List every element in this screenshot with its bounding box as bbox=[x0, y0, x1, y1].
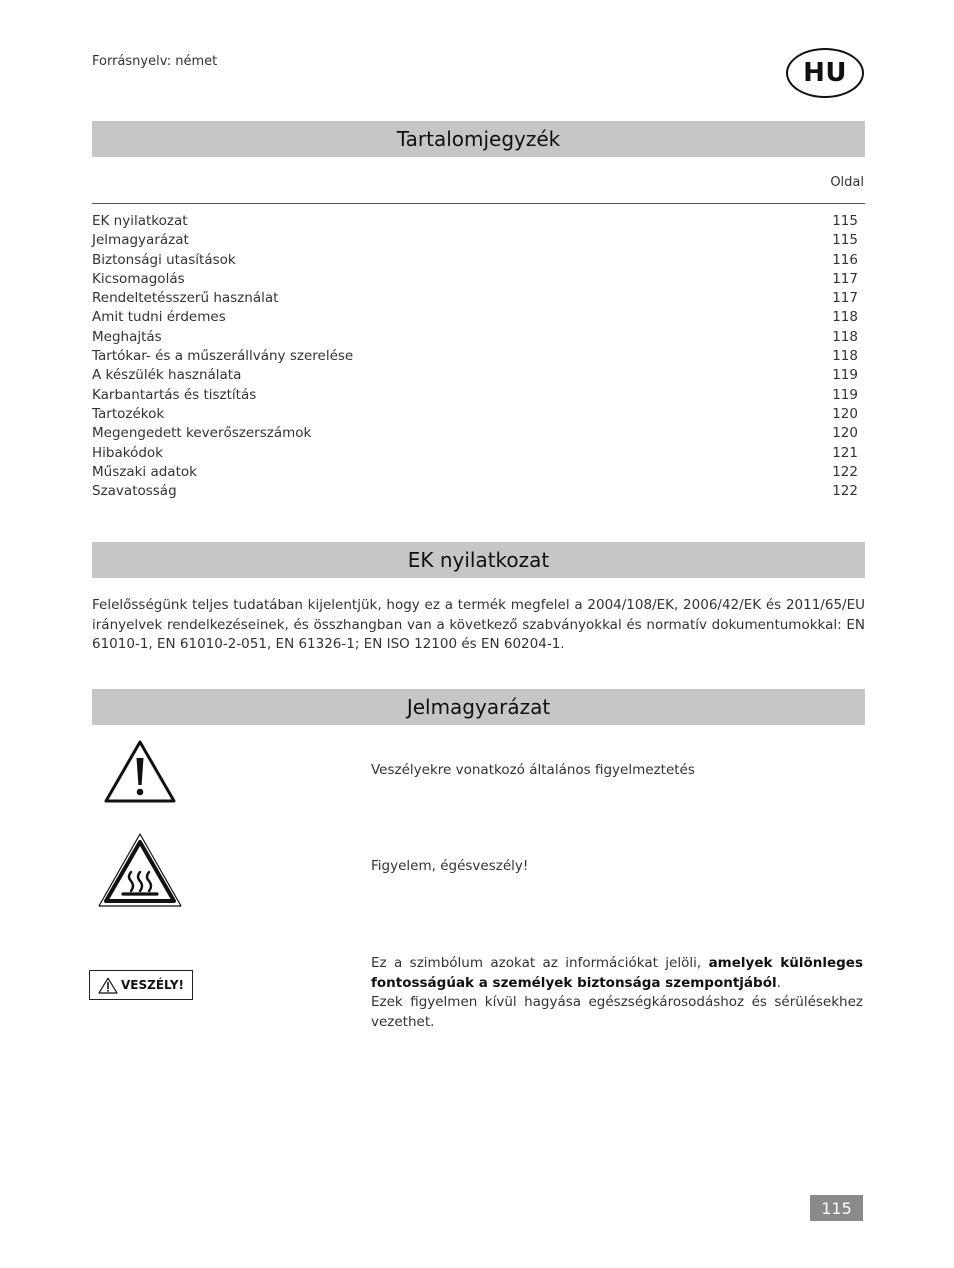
toc-entry-page: 122 bbox=[832, 483, 858, 500]
danger-description bbox=[371, 954, 863, 1032]
toc-entry-label: Szavatosság bbox=[92, 483, 177, 500]
hot-surface-icon bbox=[97, 832, 183, 908]
toc-entry-page: 118 bbox=[832, 348, 858, 365]
toc-entry-page: 115 bbox=[832, 232, 858, 249]
toc-entry-page: 121 bbox=[832, 444, 858, 461]
toc-entry-label: Amit tudni érdemes bbox=[92, 309, 226, 326]
toc-entry[interactable] bbox=[92, 444, 858, 463]
toc-entry[interactable] bbox=[92, 386, 858, 405]
toc-entry-page: 119 bbox=[832, 386, 858, 403]
danger-label bbox=[89, 970, 193, 1000]
toc-entry-page: 118 bbox=[832, 309, 858, 326]
toc-entry-label: Jelmagyarázat bbox=[92, 232, 189, 249]
toc-entry[interactable] bbox=[92, 482, 858, 501]
language-badge: HU bbox=[786, 48, 864, 98]
warning-triangle-icon bbox=[103, 738, 177, 804]
toc-entry[interactable] bbox=[92, 424, 858, 443]
ek-declaration-text: Felelősségünk teljes tudatában kijelentjük, hogy ez a termék megfelel a 2004/108/EK, 2006/42/EK és 2011/65/EU irányelvek rendelkezéseinek, és összhangban van a következő szabványokkal és normatív dokumentumokkal: EN 61010-1, EN 61010-2-051, EN 61326-1; EN ISO 12100 és EN 60204-1. bbox=[92, 597, 865, 652]
toc-entry-label: Meghajtás bbox=[92, 328, 162, 345]
toc-entry[interactable] bbox=[92, 270, 858, 289]
toc-entry[interactable] bbox=[92, 347, 858, 366]
source-language: Forrásnyelv: német bbox=[92, 54, 218, 69]
toc-entry[interactable] bbox=[92, 231, 858, 250]
toc-entry-page: 120 bbox=[832, 405, 858, 422]
toc-entry[interactable] bbox=[92, 328, 858, 347]
toc-entry-label: Rendeltetésszerű használat bbox=[92, 290, 279, 307]
danger-text-end: . bbox=[776, 974, 781, 991]
small-warning-icon bbox=[98, 977, 118, 994]
toc-entry-label: A készülék használata bbox=[92, 367, 242, 384]
toc-entry[interactable] bbox=[92, 289, 858, 308]
toc-entry-label: Megengedett keverőszerszámok bbox=[92, 425, 312, 442]
toc-entry-label: Biztonsági utasítások bbox=[92, 251, 236, 268]
toc-entry[interactable] bbox=[92, 212, 858, 231]
toc-section-header: Tartalomjegyzék bbox=[92, 121, 865, 157]
toc-entry-label: Tartókar- és a műszerállvány szerelése bbox=[92, 348, 354, 365]
ek-section-header: EK nyilatkozat bbox=[92, 542, 865, 578]
toc-entry[interactable] bbox=[92, 251, 858, 270]
toc-entry-page: 116 bbox=[832, 251, 858, 268]
toc-entry-page: 115 bbox=[832, 213, 858, 229]
toc-entry[interactable] bbox=[92, 463, 858, 482]
toc-entry-page: 118 bbox=[832, 328, 858, 345]
toc-entry-label: Karbantartás és tisztítás bbox=[92, 386, 257, 403]
toc-entry[interactable] bbox=[92, 405, 858, 424]
danger-text-bold: amelyek különleges fontosságúak a személyek biztonsága szempontjából bbox=[371, 955, 863, 991]
page-number: 115 bbox=[810, 1195, 863, 1221]
general-warning-text: Veszélyekre vonatkozó általános figyelmeztetés bbox=[371, 762, 695, 778]
toc-entry-label: Műszaki adatok bbox=[92, 463, 197, 480]
toc-entry-page: 117 bbox=[832, 290, 858, 307]
toc-entry-page: 122 bbox=[832, 463, 858, 480]
toc-entry-page: 117 bbox=[832, 270, 858, 287]
danger-label-text: VESZÉLY! bbox=[121, 978, 184, 992]
toc-page-column-label: Oldal bbox=[830, 175, 864, 190]
danger-text-second: Ezek figyelmen kívül hagyása egészségkárosodáshoz és sérülésekhez vezethet. bbox=[371, 994, 863, 1030]
symbols-section-header: Jelmagyarázat bbox=[92, 689, 865, 725]
toc-entry[interactable] bbox=[92, 366, 858, 385]
toc-entry-label: Hibakódok bbox=[92, 444, 163, 461]
toc-entry[interactable] bbox=[92, 308, 858, 327]
toc-entry-label: EK nyilatkozat bbox=[92, 213, 188, 229]
toc-entry-label: Tartozékok bbox=[92, 405, 165, 422]
danger-text-intro: Ez a szimbólum azokat az információkat jelöli, bbox=[371, 955, 709, 971]
toc-entry-page: 119 bbox=[832, 367, 858, 384]
hot-surface-text: Figyelem, égésveszély! bbox=[371, 858, 529, 874]
toc-entry-page: 120 bbox=[832, 425, 858, 442]
toc-divider bbox=[92, 203, 865, 204]
toc-entry-label: Kicsomagolás bbox=[92, 270, 185, 287]
toc-list bbox=[92, 212, 858, 501]
